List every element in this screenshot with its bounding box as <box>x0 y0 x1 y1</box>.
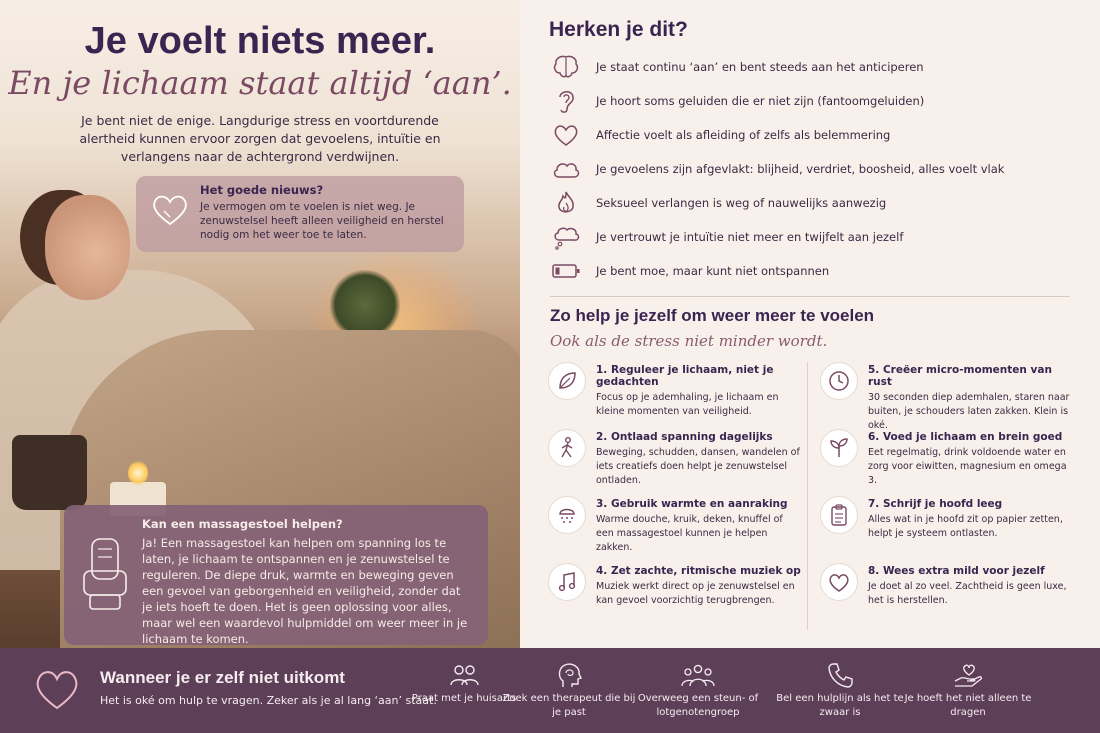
symptom-text: Je gevoelens zijn afgevlakt: blijheid, verdriet, boosheid, alles voelt vlak <box>596 162 1005 176</box>
symptom-list <box>550 50 1090 288</box>
group-icon <box>628 658 768 692</box>
symptom-text: Seksueel verlangen is weg of nauwelijks aanwezig <box>596 196 887 210</box>
tip-title: 3. Gebruik warmte en aanraking <box>596 498 788 510</box>
tip-text: Focus op je ademhaling, je lichaam en kleine momenten van veiligheid. <box>596 392 779 417</box>
tip-text: Eet regelmatig, drink voldoende water en zorg voor eiwitten, magnesium en omega 3. <box>868 447 1067 486</box>
low-battery-icon <box>550 257 582 285</box>
tip-text: Muziek werkt direct op je zenuwstelsel en kan gevoel voorzichtig terugbrengen. <box>596 581 795 606</box>
list-item <box>550 118 1090 152</box>
massage-chair-icon <box>78 535 132 615</box>
footer-item-label: Bel een hulplijn als het te zwaar is <box>776 693 904 718</box>
symptom-text: Je bent moe, maar kunt niet ontspannen <box>596 264 830 278</box>
tip-title: 4. Zet zachte, ritmische muziek op <box>596 565 801 577</box>
list-item <box>550 186 1090 220</box>
music-note-icon <box>548 563 586 601</box>
heart-icon <box>550 121 582 149</box>
section-divider <box>550 296 1070 297</box>
heart-icon <box>150 190 190 230</box>
heart-hand-icon <box>898 658 1038 692</box>
shower-icon <box>548 496 586 534</box>
footer-item-label: Je hoeft het niet alleen te dragen <box>904 693 1032 718</box>
tip-title: 2. Ontlaad spanning dagelijks <box>596 431 773 443</box>
massage-title: Kan een massagestoel helpen? <box>142 517 343 531</box>
symptom-text: Affectie voelt als afleiding of zelfs als belemmering <box>596 128 891 142</box>
tip-item <box>820 496 1075 563</box>
tips-column-right <box>820 362 1075 630</box>
heart-icon <box>820 563 858 601</box>
tip-text: Beweging, schudden, dansen, wandelen of iets creatiefs doen helpt je zenuwstelsel ontladen. <box>596 447 800 486</box>
person-head <box>45 195 130 300</box>
footer-item-label: Zoek een therapeut die bij je past <box>502 693 636 718</box>
help-heading: Zo help je jezelf om weer meer te voelen <box>550 306 875 325</box>
brain-icon <box>550 53 582 81</box>
good-news-box <box>136 176 464 252</box>
tip-item <box>820 563 1075 630</box>
footer-item <box>898 658 1038 720</box>
mug <box>12 435 87 510</box>
heart-icon <box>30 662 84 716</box>
tip-item <box>820 362 1075 429</box>
tips-column-left <box>548 362 803 630</box>
tip-item <box>548 563 803 630</box>
list-item <box>550 84 1090 118</box>
tip-title: 1. Reguleer je lichaam, niet je gedachten <box>596 364 774 388</box>
list-item <box>550 220 1090 254</box>
ear-icon <box>550 87 582 115</box>
symptom-text: Je staat continu ‘aan’ en bent steeds aan het anticiperen <box>596 60 924 74</box>
footer-item-label: Praat met je huisarts <box>411 693 517 704</box>
cloud-icon <box>550 155 582 183</box>
thought-bubble-icon <box>550 223 582 251</box>
brain-head-icon <box>499 658 639 692</box>
tip-item <box>820 429 1075 496</box>
sprout-icon <box>820 429 858 467</box>
footer-item <box>499 658 639 720</box>
massage-text: Ja! Een massagestoel kan helpen om spanning los te laten, je lichaam te ontspannen en je zenuwstelsel te reguleren. De diepe druk, warmte en beweging geven een gevoel van geborgenheid en veiligheid, zonder dat je iets hoeft te doen. Het is geen oplossing voor alles, maar wel een waardevol hulpmiddel om weer meer in je lichaam te komen. <box>142 536 468 646</box>
tip-text: Warme douche, kruik, deken, knuffel of een massagestoel kunnen je helpen zakken. <box>596 514 783 553</box>
good-news-text: Je vermogen om te voelen is niet weg. Je zenuwstelsel heeft alleen veiligheid en herstel nodig om het weer toe te laten. <box>200 201 444 241</box>
help-subheading: Ook als de stress niet minder wordt. <box>550 332 828 350</box>
recognize-heading: Herken je dit? <box>549 18 688 41</box>
column-divider <box>807 362 808 630</box>
massage-box <box>64 505 488 645</box>
footer-subtitle: Het is oké om hulp te vragen. Zeker als je al lang ‘aan’ staat. <box>100 694 437 707</box>
tip-title: 8. Wees extra mild voor jezelf <box>868 565 1045 577</box>
clipboard-icon <box>820 496 858 534</box>
intro-text: Je bent niet de enige. Langdurige stress en voortdurende alertheid kunnen ervoor zorgen dat gevoelens, intuïtie en verlangens naar de achtergrond verdwijnen. <box>79 113 441 164</box>
list-item <box>550 152 1090 186</box>
tip-title: 5. Creëer micro-momenten van rust <box>868 364 1052 388</box>
symptom-text: Je hoort soms geluiden die er niet zijn (fantoomgeluiden) <box>596 94 925 108</box>
footer-item <box>770 658 910 720</box>
tip-title: 6. Voed je lichaam en brein goed <box>868 431 1063 443</box>
tip-item <box>548 429 803 496</box>
clock-icon <box>820 362 858 400</box>
page-title: Je voelt niets meer. <box>84 20 436 62</box>
footer-item <box>628 658 768 720</box>
list-item <box>550 254 1090 288</box>
phone-icon <box>770 658 910 692</box>
footer-title: Wanneer je er zelf niet uitkomt <box>100 668 345 687</box>
flame-icon <box>550 189 582 217</box>
walking-person-icon <box>548 429 586 467</box>
tip-title: 7. Schrijf je hoofd leeg <box>868 498 1003 510</box>
tip-item <box>548 496 803 563</box>
tip-text: Alles wat in je hoofd zit op papier zetten, helpt je systeem ontlasten. <box>868 514 1063 539</box>
tip-text: 30 seconden diep ademhalen, staren naar buiten, je schouders laten zakken. Klein is oké. <box>868 392 1070 431</box>
tip-item <box>548 362 803 429</box>
candle-flame <box>128 460 148 486</box>
page-subtitle: En je lichaam staat altijd ‘aan’. <box>8 64 512 102</box>
tip-text: Je doet al zo veel. Zachtheid is geen luxe, het is herstellen. <box>868 581 1067 606</box>
footer-banner <box>0 648 1100 733</box>
good-news-title: Het goede nieuws? <box>200 183 324 197</box>
hero-panel <box>0 0 520 648</box>
symptom-text: Je vertrouwt je intuïtie niet meer en twijfelt aan jezelf <box>596 230 904 244</box>
leaf-icon <box>548 362 586 400</box>
footer-item-label: Overweeg een steun- of lotgenotengroep <box>637 693 759 718</box>
list-item <box>550 50 1090 84</box>
content-panel <box>520 0 1100 648</box>
